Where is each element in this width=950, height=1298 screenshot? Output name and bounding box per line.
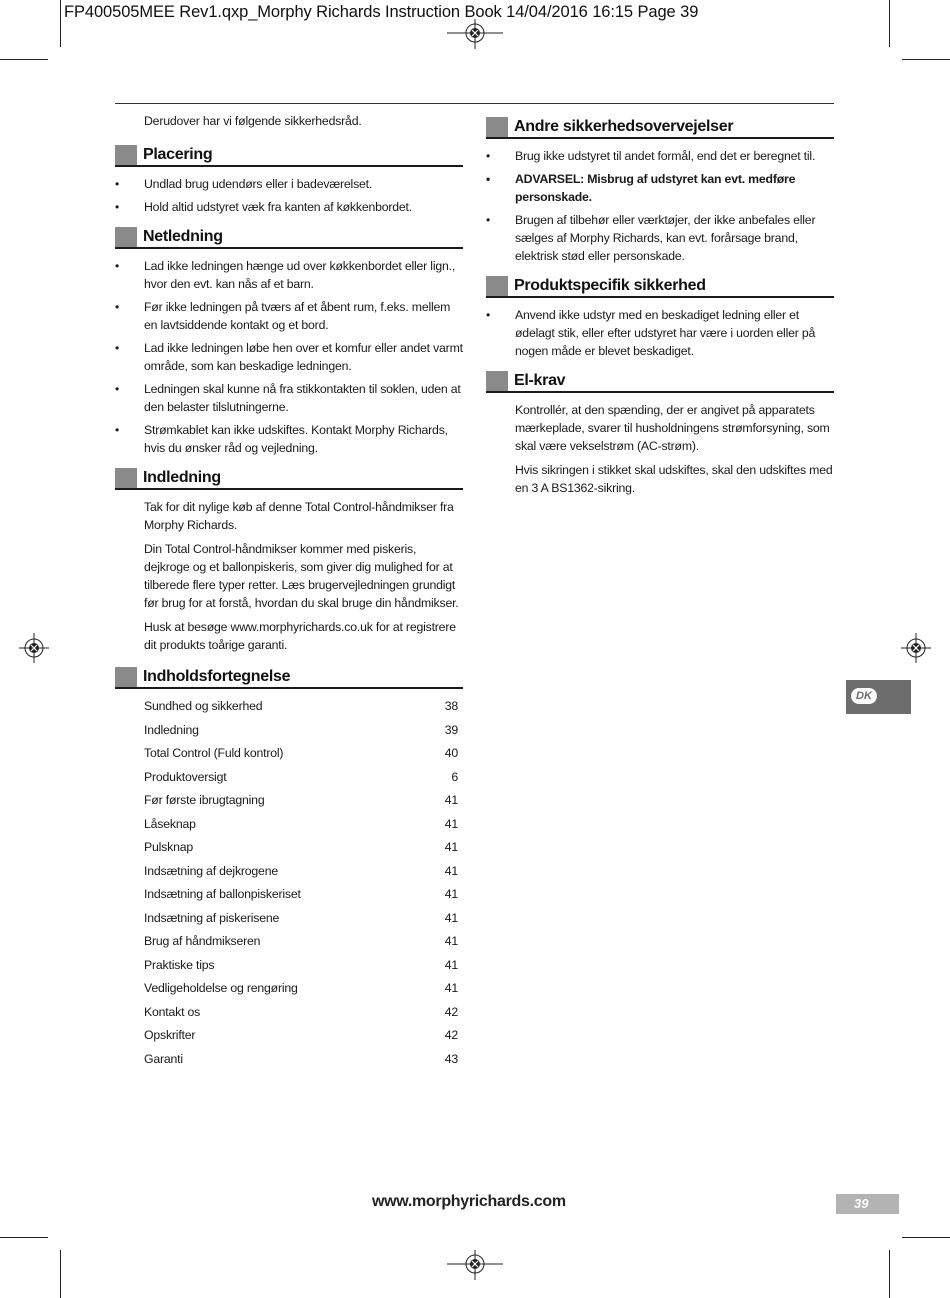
placering-list <box>115 175 463 216</box>
bullet: • <box>115 177 120 191</box>
toc-row <box>144 1026 458 1050</box>
toc-row <box>144 838 458 862</box>
registration-mark-icon <box>19 633 49 663</box>
toc-row <box>144 979 458 1003</box>
toc-row <box>144 1003 458 1027</box>
right-column <box>486 104 834 503</box>
section-header-placering <box>115 144 463 167</box>
toc-page: 38 <box>444 699 458 713</box>
section-header-toc <box>115 666 463 689</box>
toc-label: Total Control (Fuld kontrol) <box>144 746 284 760</box>
list-item: • Undlad brug udendørs eller i badeværelset. <box>115 177 373 191</box>
toc-row <box>144 932 458 956</box>
toc-row <box>144 744 458 768</box>
crop-mark <box>889 1250 890 1298</box>
toc-page: 41 <box>444 981 458 995</box>
toc-row <box>144 1050 458 1074</box>
list-item: • Strømkablet kan ikke udskiftes. Kontakt Morphy Richards, hvis du ønsker råd og vejledning. <box>115 423 448 455</box>
toc-row <box>144 885 458 909</box>
toc-label: Opskrifter <box>144 1028 196 1042</box>
intro-text: Derudover har vi følgende sikkerhedsråd. <box>144 114 362 128</box>
crop-mark <box>60 1250 61 1298</box>
toc-page: 40 <box>444 746 458 760</box>
list-item: • Brugen af tilbehør eller værktøjer, der ikke anbefales eller sælges af Morphy Richards, kan evt. forårsage brand, elektrisk stød eller personskade. <box>486 213 816 263</box>
section-header-indledning <box>115 467 463 490</box>
paragraph: Hvis sikringen i stikket skal udskiftes, skal den udskiftes med en 3 A BS1362-sikring. <box>515 463 833 495</box>
toc-row <box>144 956 458 980</box>
section-header-netledning <box>115 226 463 249</box>
list-item: • Ledningen skal kunne nå fra stikkontakten til soklen, uden at den belaster tilslutningerne. <box>115 382 461 414</box>
crop-mark <box>902 59 950 60</box>
toc-page: 42 <box>444 1028 458 1042</box>
section-marker <box>115 667 137 687</box>
list-item: • Hold altid udstyret væk fra kanten af køkkenbordet. <box>115 200 412 214</box>
toc-page: 41 <box>444 934 458 948</box>
section-marker <box>115 468 137 488</box>
page-number: 39 <box>854 1196 869 1211</box>
toc-row <box>144 862 458 886</box>
toc-row <box>144 768 458 792</box>
toc-page: 42 <box>444 1004 458 1019</box>
toc-page: 41 <box>444 863 458 878</box>
toc-page: 41 <box>444 793 458 807</box>
footer-url[interactable]: www.morphyrichards.com <box>372 1193 566 1210</box>
list-item: • Lad ikke ledningen hænge ud over køkkenbordet eller lign., hvor den evt. kan nås af et barn. <box>115 259 456 291</box>
crop-mark <box>0 59 48 60</box>
section-title: Indholdsfortegnelse <box>143 668 291 685</box>
toc-label: Indsætning af ballonpiskeriset <box>144 887 301 901</box>
section-marker <box>486 276 508 296</box>
toc-label: Sundhed og sikkerhed <box>144 699 263 713</box>
table-of-contents <box>115 697 463 1073</box>
toc-label: Vedligeholdelse og rengøring <box>144 981 298 995</box>
toc-label: Indsætning af dejkrogene <box>144 863 278 878</box>
toc-page: 41 <box>444 910 458 925</box>
bullet: • <box>115 382 120 396</box>
bullet: • <box>115 300 120 314</box>
registration-mark-icon <box>447 19 503 49</box>
list-item: • Før ikke ledningen på tværs af et åbent rum, f.eks. mellem en lavtsiddende kontakt og et bord. <box>115 300 451 332</box>
language-code: DK <box>851 688 877 704</box>
toc-label: Kontakt os <box>144 1004 201 1019</box>
paragraph: Kontrollér, at den spænding, der er angivet på apparatets mærkeplade, svarer til husholdningens strømforsyning, som skal være vekselstrøm (AC-strøm). <box>515 403 830 453</box>
page-number-tab <box>836 1194 899 1214</box>
bullet: • <box>115 341 120 355</box>
section-header-andre <box>486 116 834 139</box>
bullet: • <box>115 259 120 273</box>
section-header-elkrav <box>486 370 834 393</box>
bullet: • <box>115 200 120 214</box>
bullet: • <box>115 423 120 437</box>
toc-page: 41 <box>444 957 458 972</box>
section-title: Produktspecifik sikkerhed <box>514 277 706 294</box>
toc-label: Praktiske tips <box>144 957 215 972</box>
crop-mark <box>889 0 890 47</box>
toc-label: Før første ibrugtagning <box>144 793 265 807</box>
toc-row <box>144 721 458 745</box>
section-title: El-krav <box>514 372 566 389</box>
toc-page: 41 <box>444 816 458 831</box>
toc-label: Låseknap <box>144 816 196 831</box>
toc-label: Pulsknap <box>144 840 193 854</box>
crop-mark <box>0 1237 48 1238</box>
netledning-list <box>115 257 463 457</box>
bullet: • <box>486 308 491 322</box>
toc-page: 43 <box>444 1051 458 1066</box>
crop-mark <box>60 0 61 47</box>
registration-mark-icon <box>901 633 931 663</box>
toc-label: Produktoversigt <box>144 769 227 784</box>
list-item: • Brug ikke udstyret til andet formål, end det er beregnet til. <box>486 149 816 163</box>
warning-item: • ADVARSEL: Misbrug af udstyret kan evt. medføre personskade. <box>486 172 796 204</box>
section-title: Indledning <box>143 469 221 486</box>
list-item: • Anvend ikke udstyr med en beskadiget ledning eller et ødelagt stik, eller efter udstyret har være i uorden eller på nogen måde er blevet beskadiget. <box>486 308 816 358</box>
registration-mark-icon <box>447 1250 503 1280</box>
paragraph: Tak for dit nylige køb af denne Total Control-håndmikser fra Morphy Richards. <box>144 500 454 532</box>
list-item: • Lad ikke ledningen løbe hen over et komfur eller andet varmt område, som kan beskadige ledningen. <box>115 341 463 373</box>
section-title: Placering <box>143 146 213 163</box>
left-column <box>115 104 463 1073</box>
andre-list <box>486 147 834 265</box>
section-header-produkt <box>486 275 834 298</box>
section-marker <box>115 227 137 247</box>
toc-row <box>144 697 458 721</box>
language-tab <box>846 680 911 714</box>
section-title: Andre sikkerhedsovervejelser <box>514 118 734 135</box>
toc-row <box>144 909 458 933</box>
paragraph: Husk at besøge www.morphyrichards.co.uk for at registrere dit produkts toårige garanti. <box>144 620 456 652</box>
toc-label: Brug af håndmikseren <box>144 934 261 948</box>
bullet: • <box>486 213 491 227</box>
section-marker <box>486 371 508 391</box>
toc-page: 41 <box>444 887 458 901</box>
toc-label: Indsætning af piskerisene <box>144 910 280 925</box>
toc-label: Indledning <box>144 722 199 737</box>
toc-row <box>144 815 458 839</box>
bullet: • <box>486 172 491 186</box>
toc-row <box>144 791 458 815</box>
crop-mark <box>902 1237 950 1238</box>
toc-page: 6 <box>451 769 458 784</box>
print-slug: FP400505MEE Rev1.qxp_Morphy Richards Instruction Book 14/04/2016 16:15 Page 39 <box>64 3 699 21</box>
toc-page: 41 <box>444 840 458 854</box>
section-title: Netledning <box>143 228 223 245</box>
toc-label: Garanti <box>144 1051 183 1066</box>
section-marker <box>486 117 508 137</box>
section-marker <box>115 145 137 165</box>
bullet: • <box>486 149 491 163</box>
toc-page: 39 <box>444 722 458 737</box>
paragraph: Din Total Control-håndmikser kommer med piskeris, dejkroge og et ballonpiskeris, som giver dig mulighed for at tilberede flere typer retter. Læs brugervejledningen grundigt før brug for at forstå, hvordan du skal bruge din håndmikser. <box>144 542 459 610</box>
produkt-list <box>486 306 834 360</box>
